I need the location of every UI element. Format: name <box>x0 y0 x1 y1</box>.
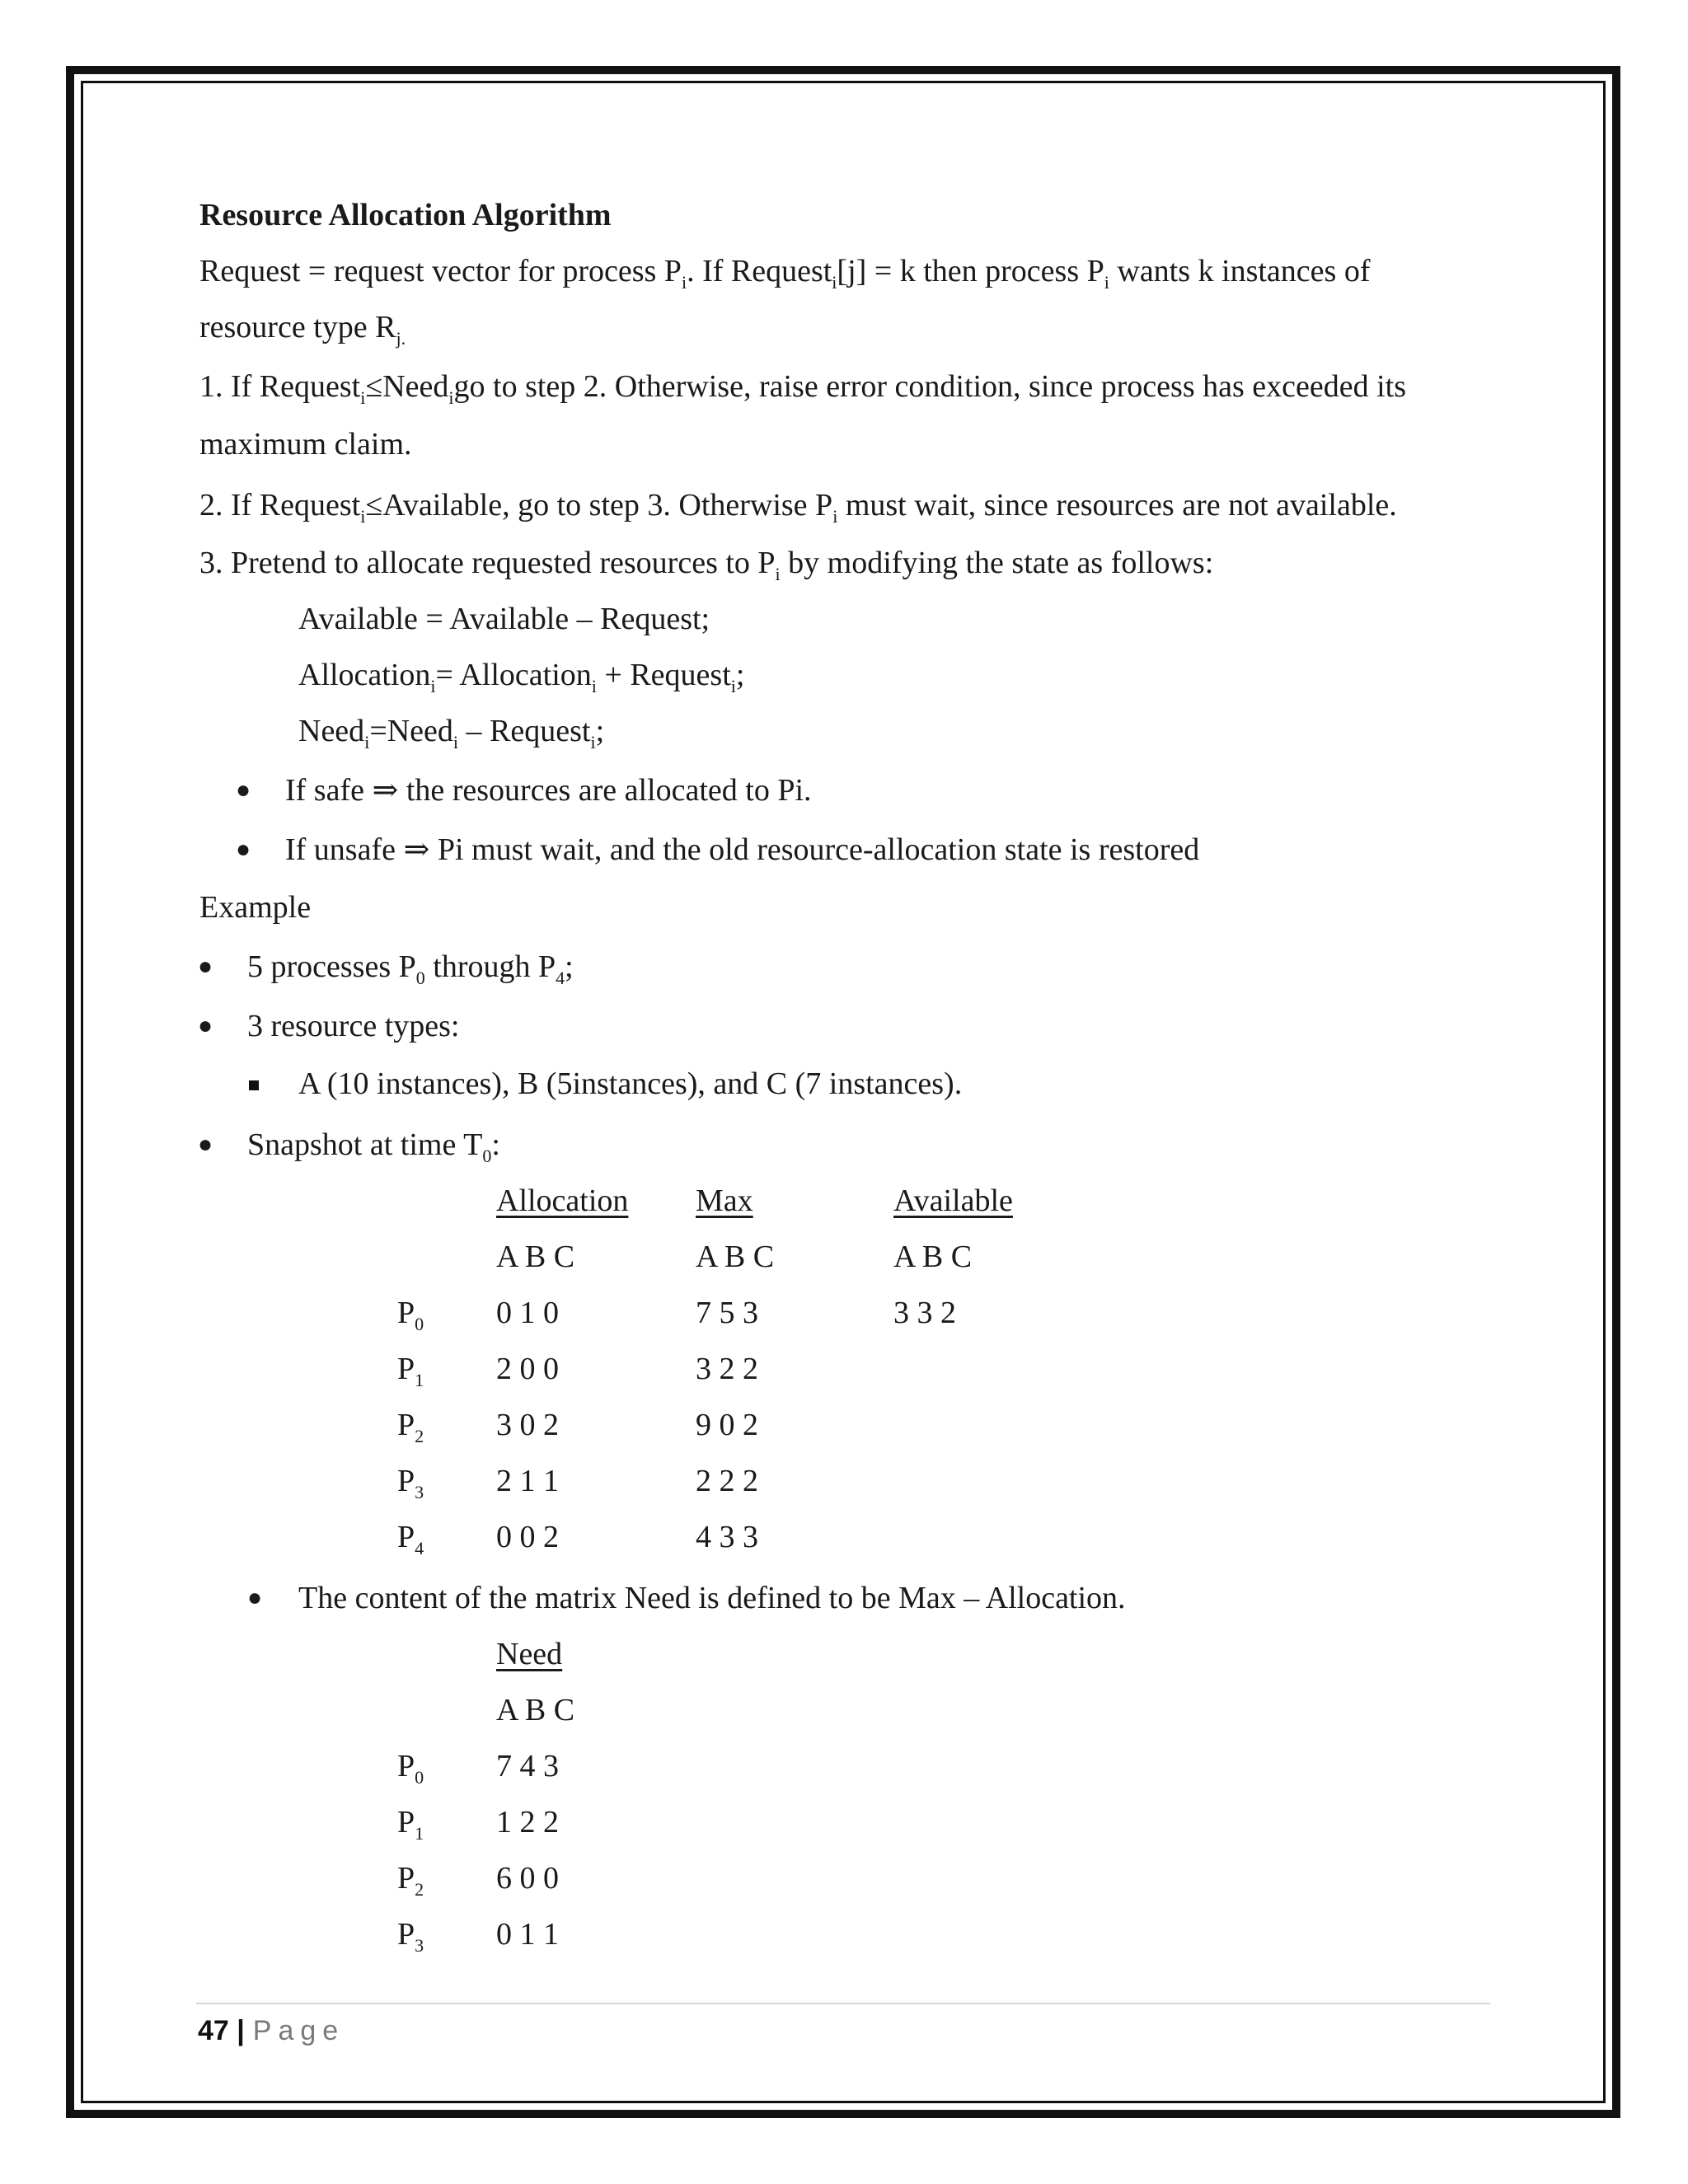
process-label: $P_0$ <box>397 1296 424 1334</box>
square-bullet-icon <box>249 1080 259 1090</box>
table-cell: 3 2 2 <box>696 1352 758 1386</box>
table-cell: 2 2 2 <box>696 1464 758 1498</box>
process-label: $P_2$ <box>397 1861 424 1900</box>
bullet-icon: ● <box>198 1131 213 1158</box>
subheader-allocation: A B C <box>496 1240 575 1274</box>
process-label: $P_0$ <box>397 1749 424 1788</box>
header-max: Max <box>696 1183 753 1218</box>
example-instances: A (10 instances), B (5instances), and C (7 instances). <box>298 1066 963 1101</box>
subheader-available: A B C <box>893 1240 973 1274</box>
table-cell: 7 5 3 <box>696 1296 758 1330</box>
footer-separator: | <box>237 2015 245 2046</box>
equation-need: Need$_i$=Need$_i$ – Request$_i$; <box>298 714 605 752</box>
table-cell: 6 0 0 <box>496 1861 559 1896</box>
table-cell: 0 1 1 <box>496 1917 559 1952</box>
unsafe-case: If unsafe ⇒ Pi must wait, and the old resource-allocation state is restored <box>285 832 1200 867</box>
bullet-icon: ● <box>198 1012 213 1039</box>
process-label: $P_1$ <box>397 1352 424 1390</box>
step-3: 3. Pretend to allocate requested resources to $P_i$ by modifying the state as follows: <box>199 546 1214 584</box>
equation-available: Available = Available – Request; <box>298 602 710 636</box>
header-allocation: Allocation <box>496 1183 629 1218</box>
process-label: $P_4$ <box>397 1520 424 1558</box>
table-cell: 1 2 2 <box>496 1805 559 1840</box>
table-cell: 2 0 0 <box>496 1352 559 1386</box>
intro-line-1: Request = request vector for process $P_i$. If Request$_i$[j] = k then process $P_i$ wants k instances of <box>199 254 1371 293</box>
header-need: Need <box>496 1637 563 1671</box>
page-number: 47 <box>198 2015 229 2046</box>
bullet-icon: ● <box>236 836 251 863</box>
bullet-icon: ● <box>247 1584 263 1611</box>
process-label: $P_3$ <box>397 1917 424 1956</box>
table-cell: 0 1 0 <box>496 1296 559 1330</box>
table-cell: 7 4 3 <box>496 1749 559 1783</box>
table-cell: 2 1 1 <box>496 1464 559 1498</box>
table-cell: 0 0 2 <box>496 1520 559 1554</box>
process-label: $P_1$ <box>397 1805 424 1844</box>
page-label: Page <box>252 2015 345 2046</box>
example-label: Example <box>199 890 312 925</box>
bullet-icon: ● <box>236 776 251 804</box>
subheader-need: A B C <box>496 1693 575 1727</box>
section-title: Resource Allocation Algorithm <box>199 198 612 232</box>
step-1-line-1: 1. If Request$_i$≤Need$_i$go to step 2. Otherwise, raise error condition, since process has exceeded its <box>199 369 1406 408</box>
table-cell: 3 3 2 <box>893 1296 956 1330</box>
example-resource-types: 3 resource types: <box>247 1009 460 1043</box>
intro-line-2: resource type $R_{j.}$ <box>199 310 406 349</box>
header-available: Available <box>893 1183 1013 1218</box>
footer-divider <box>196 2003 1490 2004</box>
page-footer <box>198 2013 345 2049</box>
need-definition: The content of the matrix Need is defined to be Max – Allocation. <box>298 1581 1126 1615</box>
equation-allocation: Allocation$_i$= Allocation$_i$ + Request$_i$; <box>298 658 745 696</box>
process-label: $P_3$ <box>397 1464 424 1502</box>
process-label: $P_2$ <box>397 1408 424 1446</box>
step-1-line-2: maximum claim. <box>199 427 412 462</box>
table-cell: 4 3 3 <box>696 1520 758 1554</box>
table-cell: 3 0 2 <box>496 1408 559 1442</box>
step-2: 2. If Request$_i$≤Available, go to step 3. Otherwise $P_i$ must wait, since resources are not available. <box>199 488 1397 527</box>
table-cell: 9 0 2 <box>696 1408 758 1442</box>
example-snapshot: Snapshot at time $T_0$: <box>247 1127 500 1166</box>
bullet-icon: ● <box>198 953 213 980</box>
example-processes: 5 processes $P_0$ through $P_4$; <box>247 949 574 988</box>
subheader-max: A B C <box>696 1240 775 1274</box>
safe-case: If safe ⇒ the resources are allocated to Pi. <box>285 773 812 808</box>
